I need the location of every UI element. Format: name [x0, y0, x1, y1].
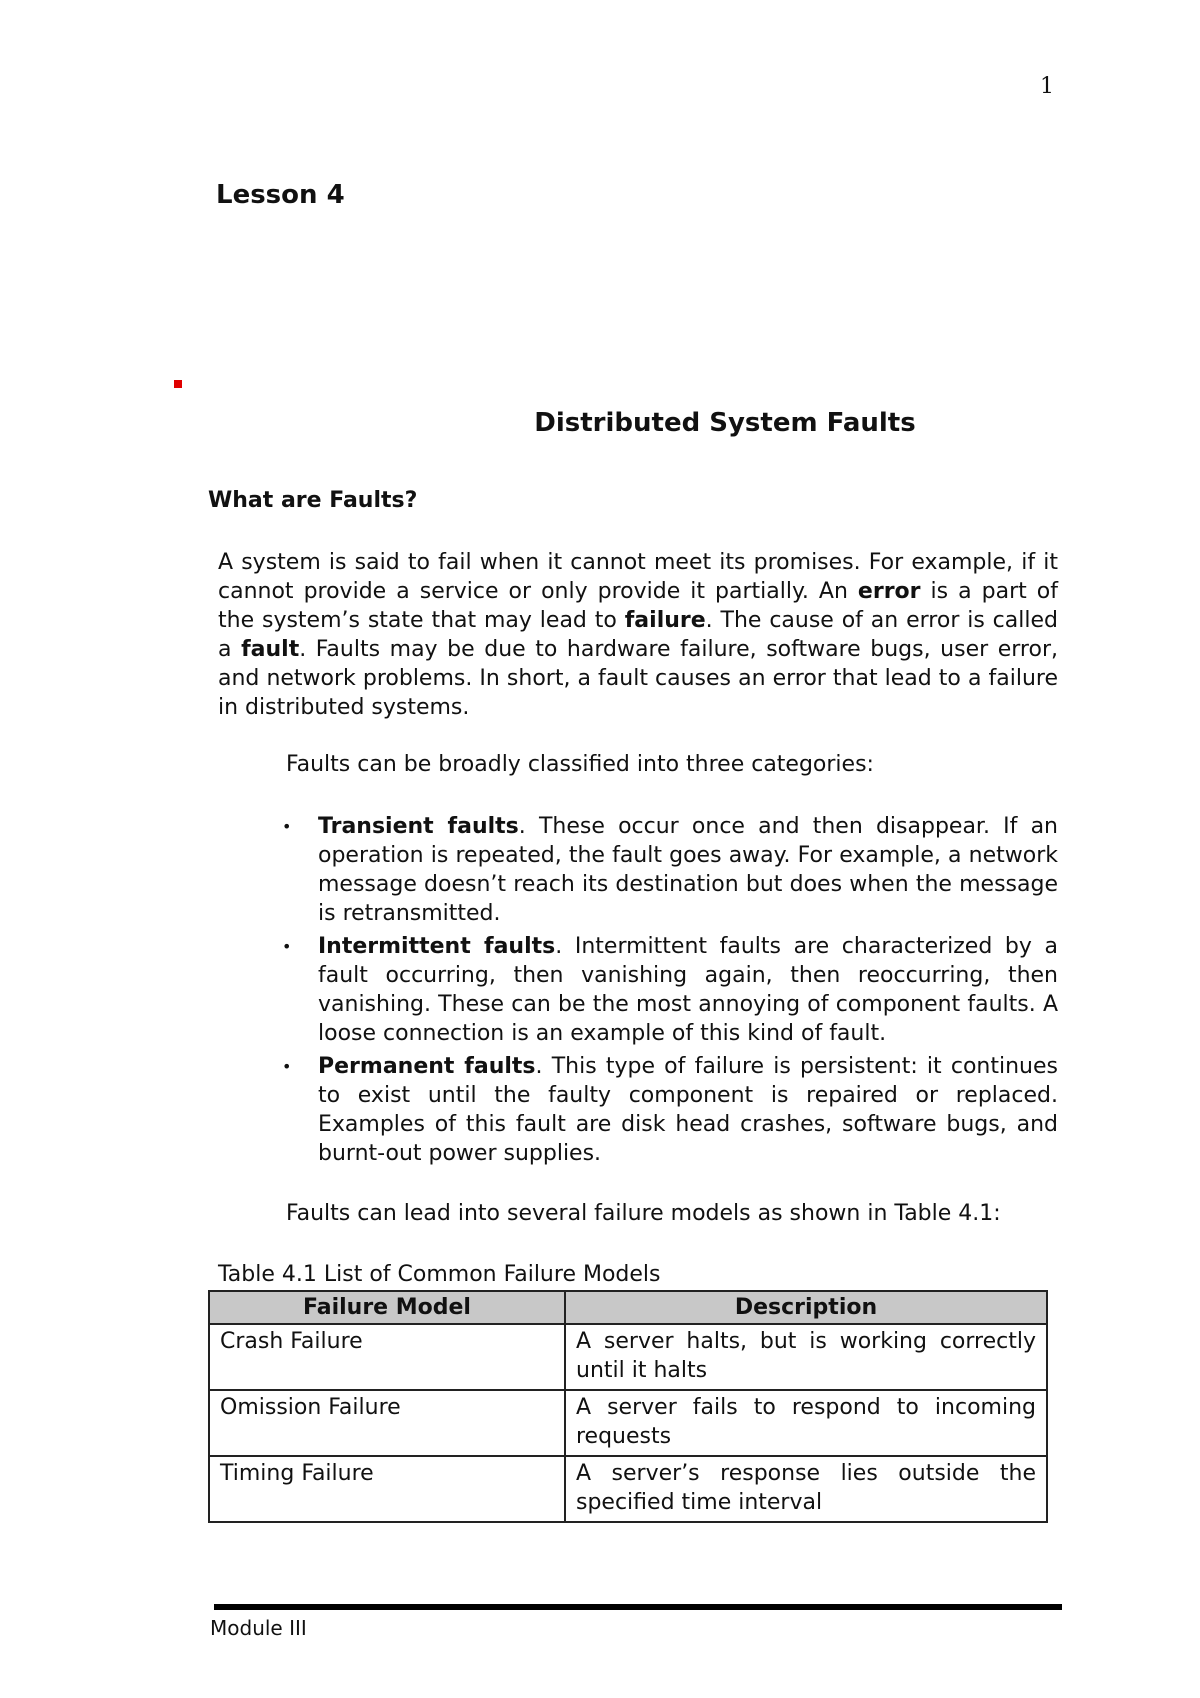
definition-paragraph — [218, 548, 1058, 722]
failure-models-table — [208, 1290, 1048, 1523]
paragraph-text: is a part of the system’s state that may lead to — [218, 579, 1058, 633]
list-item — [282, 812, 1058, 928]
column-header: Description — [565, 1291, 1047, 1324]
table-row — [209, 1390, 1047, 1456]
term-error: error — [857, 579, 921, 604]
description-cell: A server halts, but is working correctly until it halts — [565, 1324, 1047, 1390]
paragraph-text: . The cause of an error is called a — [218, 608, 1058, 662]
table-lead-text: Faults can lead into several failure models as shown in Table 4.1: — [286, 1201, 1001, 1226]
category-term: Intermittent faults — [318, 934, 556, 959]
red-square-marker — [174, 380, 182, 388]
categories-intro: Faults can be broadly classified into three categories: — [286, 752, 874, 777]
table-header-row — [209, 1291, 1047, 1324]
page-number: 1 — [1040, 74, 1054, 99]
category-text: . Intermittent faults are characterized by a fault occurring, then vanishing again, then reoccurring, then vanishing. These can be the most annoying of component faults. A loose connection is an example of this kind of fault. — [318, 934, 1058, 1046]
bullet-icon: • — [282, 817, 292, 836]
failure-model-cell: Timing Failure — [209, 1456, 565, 1522]
description-cell: A server’s response lies outside the specified time interval — [565, 1456, 1047, 1522]
paragraph-text: A system is said to fail when it cannot meet its promises. For example, if it cannot provide a service or only provide it partially. An — [218, 550, 1058, 604]
column-header: Failure Model — [209, 1291, 565, 1324]
bullet-icon: • — [282, 937, 292, 956]
list-item — [282, 932, 1058, 1048]
category-text: . This type of failure is persistent: it continues to exist until the faulty component is repaired or replaced. Examples of this fault are disk head crashes, software bugs, and burnt-out power supplies. — [318, 1054, 1058, 1166]
table-row — [209, 1324, 1047, 1390]
list-item — [282, 1052, 1058, 1168]
lesson-label: Lesson 4 — [216, 180, 345, 210]
table-row — [209, 1456, 1047, 1522]
footer-divider — [214, 1604, 1062, 1610]
page-title: Distributed System Faults — [534, 408, 916, 438]
category-text: . These occur once and then disappear. If an operation is repeated, the fault goes away. For example, a network message doesn’t reach its destination but does when the message is retransmitted. — [318, 814, 1058, 926]
category-term: Permanent faults — [318, 1054, 536, 1079]
footer-label: Module III — [210, 1616, 307, 1640]
bullet-icon: • — [282, 1057, 292, 1076]
table-caption: Table 4.1 List of Common Failure Models — [218, 1262, 661, 1287]
failure-model-cell: Omission Failure — [209, 1390, 565, 1456]
section-heading: What are Faults? — [208, 488, 418, 513]
paragraph-text: . Faults may be due to hardware failure, software bugs, user error, and network problems. In short, a fault causes an error that lead to a failure in distributed systems. — [218, 637, 1058, 720]
term-failure: failure — [624, 608, 706, 633]
fault-categories-list — [282, 812, 1058, 1172]
category-term: Transient faults — [318, 814, 519, 839]
description-cell: A server fails to respond to incoming requests — [565, 1390, 1047, 1456]
term-fault: fault — [241, 637, 300, 662]
failure-model-cell: Crash Failure — [209, 1324, 565, 1390]
